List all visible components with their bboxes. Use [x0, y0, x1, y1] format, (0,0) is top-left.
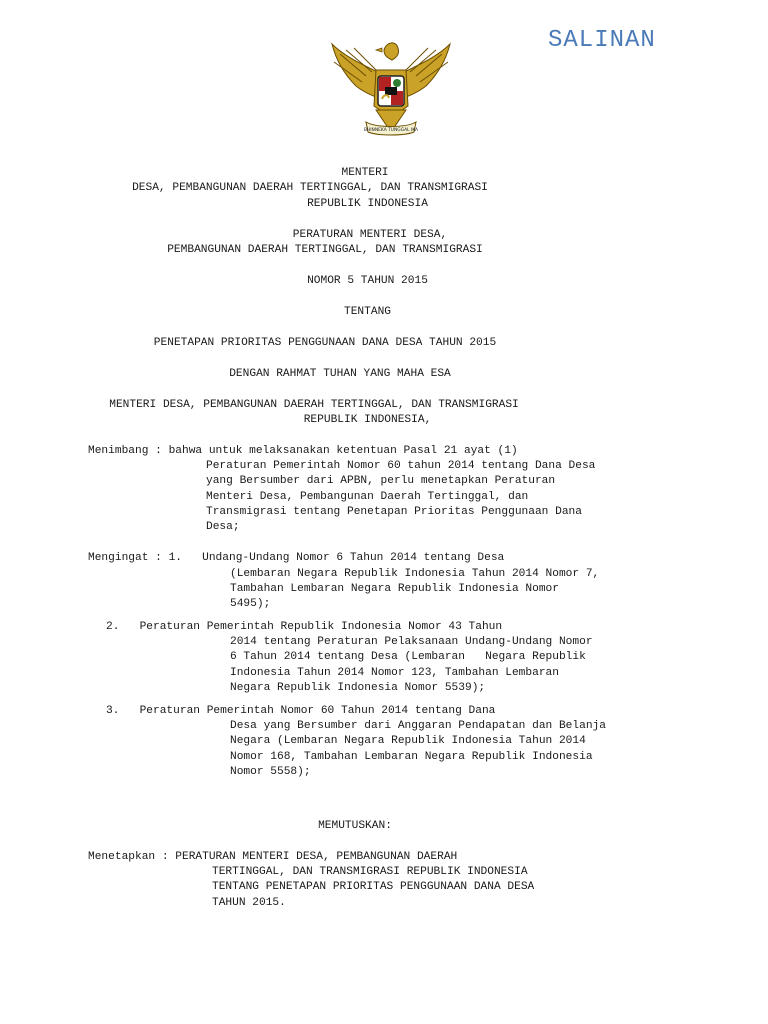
regulation-subject: PENETAPAN PRIORITAS PENGGUNAAN DANA DESA TAHUN 2015: [153, 337, 497, 349]
regulation-line-2: PEMBANGUNAN DAERAH TERTINGGAL, DAN TRANSMIGRASI: [167, 244, 483, 256]
minister-line-1: MENTERI DESA, PEMBANGUNAN DAERAH TERTINGGAL, DAN TRANSMIGRASI: [109, 399, 519, 411]
menetapkan-line: TENTANG PENETAPAN PRIORITAS PENGGUNAAN DANA DESA: [212, 881, 535, 893]
menimbang-line: yang Bersumber dari APBN, perlu menetapkan Peraturan: [206, 475, 556, 487]
mengingat-item1-line: 5495);: [230, 598, 271, 610]
menimbang-line: Transmigrasi tentang Penetapan Prioritas Penggunaan Dana: [206, 506, 582, 518]
mengingat-item2-first: 2. Peraturan Pemerintah Republik Indonesia Nomor 43 Tahun: [106, 621, 503, 633]
menimbang-label: Menimbang : bahwa untuk melaksanakan ketentuan Pasal 21 ayat (1): [88, 445, 518, 457]
header-line-2: DESA, PEMBANGUNAN DAERAH TERTINGGAL, DAN TRANSMIGRASI: [132, 182, 488, 194]
mengingat-item3-line: Nomor 5558);: [230, 766, 311, 778]
header-line-1: MENTERI: [341, 167, 389, 179]
mengingat-item2-line: 2014 tentang Peraturan Pelaksanaan Undang-Undang Nomor: [230, 636, 593, 648]
garuda-emblem: [326, 36, 456, 144]
memutuskan-heading: MEMUTUSKAN:: [318, 820, 392, 832]
menimbang-line: Menteri Desa, Pembangunan Daerah Tertinggal, dan: [206, 491, 529, 503]
mengingat-item3-line: Desa yang Bersumber dari Anggaran Pendapatan dan Belanja: [230, 720, 606, 732]
about-heading: TENTANG: [344, 306, 391, 318]
header-line-3: REPUBLIK INDONESIA: [307, 198, 428, 210]
menetapkan-label: Menetapkan : PERATURAN MENTERI DESA, PEMBANGUNAN DAERAH: [88, 851, 458, 863]
regulation-line-1: PERATURAN MENTERI DESA,: [292, 229, 448, 241]
regulation-number: NOMOR 5 TAHUN 2015: [307, 275, 428, 287]
menimbang-line: Desa;: [206, 521, 240, 533]
menimbang-line: Peraturan Pemerintah Nomor 60 tahun 2014 tentang Dana Desa: [206, 460, 596, 472]
minister-line-2: REPUBLIK INDONESIA,: [303, 414, 432, 426]
menetapkan-line: TERTINGGAL, DAN TRANSMIGRASI REPUBLIK INDONESIA: [212, 866, 528, 878]
menetapkan-line: TAHUN 2015.: [212, 897, 286, 909]
blessing-line: DENGAN RAHMAT TUHAN YANG MAHA ESA: [229, 368, 451, 380]
mengingat-item2-line: Negara Republik Indonesia Nomor 5539);: [230, 682, 486, 694]
mengingat-item1-line: Tambahan Lembaran Negara Republik Indonesia Nomor: [230, 583, 559, 595]
svg-text:BHINNEKA TUNGGAL IKA: BHINNEKA TUNGGAL IKA: [363, 128, 419, 133]
mengingat-item3-first: 3. Peraturan Pemerintah Nomor 60 Tahun 2014 tentang Dana: [106, 705, 496, 717]
mengingat-item3-line: Negara (Lembaran Negara Republik Indonesia Tahun 2014: [230, 735, 586, 747]
mengingat-item3-line: Nomor 168, Tambahan Lembaran Negara Republik Indonesia: [230, 751, 593, 763]
salinan-stamp: SALINAN: [548, 27, 656, 54]
mengingat-item2-line: 6 Tahun 2014 tentang Desa (Lembaran Negara Republik: [230, 651, 586, 663]
mengingat-item2-line: Indonesia Tahun 2014 Nomor 123, Tambahan Lembaran: [230, 667, 559, 679]
mengingat-item1-line: (Lembaran Negara Republik Indonesia Tahun 2014 Nomor 7,: [230, 568, 600, 580]
mengingat-label: Mengingat : 1. Undang-Undang Nomor 6 Tahun 2014 tentang Desa: [88, 552, 505, 564]
